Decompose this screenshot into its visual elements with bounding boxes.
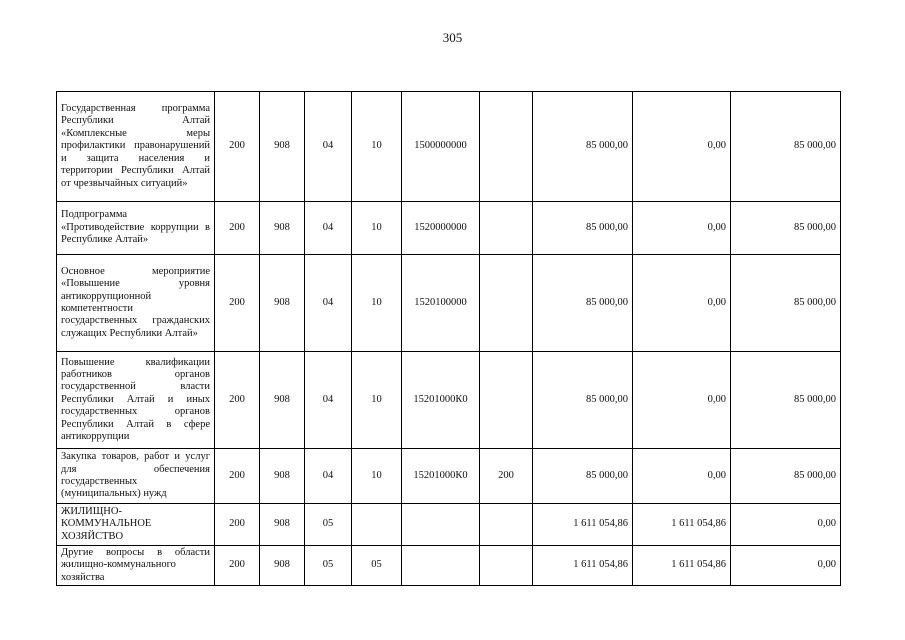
row-name: Повышение квалификации работников органов государственной власти Республики Алтай и иных государственных органов Республики Алтай в сфере антикоррупции bbox=[57, 352, 215, 449]
cell-section: 04 bbox=[305, 92, 352, 202]
cell-target bbox=[402, 546, 480, 586]
cell-section: 05 bbox=[305, 546, 352, 586]
cell-amount-1: 85 000,00 bbox=[533, 255, 633, 352]
table-row bbox=[57, 352, 841, 449]
cell-target: 15201000К0 bbox=[402, 449, 480, 504]
cell-subsection bbox=[352, 504, 402, 546]
cell-code: 908 bbox=[260, 352, 305, 449]
cell-target: 15201000К0 bbox=[402, 352, 480, 449]
cell-expense-type bbox=[480, 546, 533, 586]
cell-ministry: 200 bbox=[215, 504, 260, 546]
cell-amount-3: 0,00 bbox=[731, 504, 841, 546]
cell-subsection: 05 bbox=[352, 546, 402, 586]
cell-code: 908 bbox=[260, 449, 305, 504]
cell-amount-2: 0,00 bbox=[633, 202, 731, 255]
cell-subsection: 10 bbox=[352, 449, 402, 504]
cell-amount-2: 1 611 054,86 bbox=[633, 504, 731, 546]
cell-amount-3: 85 000,00 bbox=[731, 202, 841, 255]
cell-section: 04 bbox=[305, 352, 352, 449]
row-name: Другие вопросы в области жилищно-коммунального хозяйства bbox=[57, 546, 215, 586]
cell-ministry: 200 bbox=[215, 202, 260, 255]
row-name: ЖИЛИЩНО-КОММУНАЛЬНОЕ ХОЗЯЙСТВО bbox=[57, 504, 215, 546]
cell-amount-3: 85 000,00 bbox=[731, 255, 841, 352]
cell-code: 908 bbox=[260, 202, 305, 255]
cell-target: 1520000000 bbox=[402, 202, 480, 255]
table-row bbox=[57, 504, 841, 546]
page-number: 305 bbox=[442, 30, 463, 45]
cell-subsection: 10 bbox=[352, 92, 402, 202]
cell-amount-1: 1 611 054,86 bbox=[533, 504, 633, 546]
table-row bbox=[57, 449, 841, 504]
table-row bbox=[57, 202, 841, 255]
cell-expense-type bbox=[480, 504, 533, 546]
cell-amount-2: 0,00 bbox=[633, 352, 731, 449]
table-body bbox=[57, 92, 841, 586]
cell-target bbox=[402, 504, 480, 546]
cell-expense-type bbox=[480, 92, 533, 202]
cell-section: 04 bbox=[305, 449, 352, 504]
cell-subsection: 10 bbox=[352, 352, 402, 449]
table-row bbox=[57, 546, 841, 586]
cell-code: 908 bbox=[260, 255, 305, 352]
cell-amount-2: 0,00 bbox=[633, 449, 731, 504]
table-row bbox=[57, 92, 841, 202]
cell-code: 908 bbox=[260, 92, 305, 202]
cell-amount-3: 0,00 bbox=[731, 546, 841, 586]
cell-ministry: 200 bbox=[215, 449, 260, 504]
cell-code: 908 bbox=[260, 504, 305, 546]
cell-ministry: 200 bbox=[215, 546, 260, 586]
cell-code: 908 bbox=[260, 546, 305, 586]
budget-table bbox=[56, 91, 841, 586]
row-name: Закупка товаров, работ и услуг для обеспечения государственных (муниципальных) нужд bbox=[57, 449, 215, 504]
cell-amount-2: 0,00 bbox=[633, 255, 731, 352]
cell-amount-3: 85 000,00 bbox=[731, 449, 841, 504]
cell-expense-type bbox=[480, 352, 533, 449]
cell-expense-type bbox=[480, 255, 533, 352]
cell-amount-3: 85 000,00 bbox=[731, 92, 841, 202]
cell-subsection: 10 bbox=[352, 202, 402, 255]
cell-ministry: 200 bbox=[215, 352, 260, 449]
cell-amount-2: 0,00 bbox=[633, 92, 731, 202]
cell-section: 04 bbox=[305, 255, 352, 352]
row-name: Основное мероприятие «Повышение уровня антикоррупционной компетентности государственных гражданских служащих Республики Алтай» bbox=[57, 255, 215, 352]
cell-target: 1520100000 bbox=[402, 255, 480, 352]
cell-target: 1500000000 bbox=[402, 92, 480, 202]
cell-expense-type: 200 bbox=[480, 449, 533, 504]
cell-amount-3: 85 000,00 bbox=[731, 352, 841, 449]
cell-amount-1: 85 000,00 bbox=[533, 449, 633, 504]
table-row bbox=[57, 255, 841, 352]
cell-amount-2: 1 611 054,86 bbox=[633, 546, 731, 586]
cell-section: 04 bbox=[305, 202, 352, 255]
row-name: Подпрограмма «Противодействие коррупции в Республике Алтай» bbox=[57, 202, 215, 255]
cell-expense-type bbox=[480, 202, 533, 255]
cell-section: 05 bbox=[305, 504, 352, 546]
cell-ministry: 200 bbox=[215, 92, 260, 202]
cell-subsection: 10 bbox=[352, 255, 402, 352]
cell-ministry: 200 bbox=[215, 255, 260, 352]
cell-amount-1: 1 611 054,86 bbox=[533, 546, 633, 586]
cell-amount-1: 85 000,00 bbox=[533, 92, 633, 202]
cell-amount-1: 85 000,00 bbox=[533, 202, 633, 255]
cell-amount-1: 85 000,00 bbox=[533, 352, 633, 449]
row-name: Государственная программа Республики Алтай «Комплексные меры профилактики правонарушений и защита населения и территории Республики Алтай от чрезвычайных ситуаций» bbox=[57, 92, 215, 202]
